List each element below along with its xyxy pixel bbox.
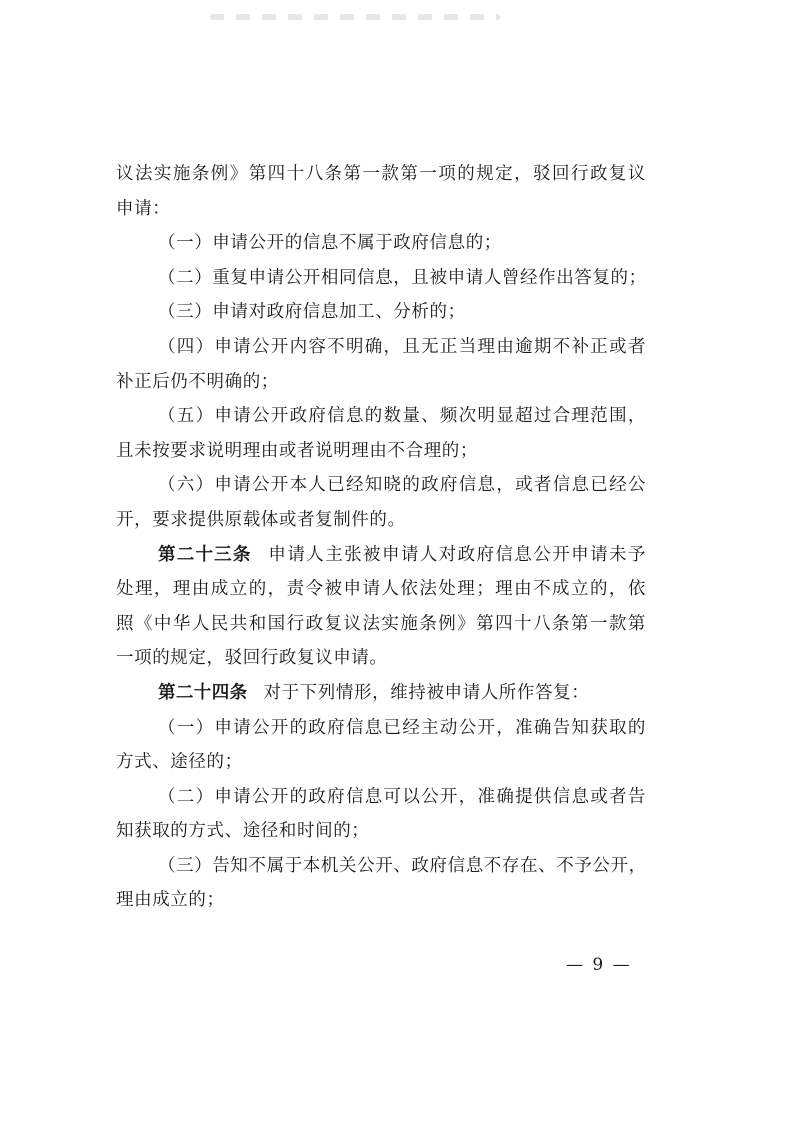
list-item: （二）申请公开的政府信息可以公开，准确提供信息或者告 xyxy=(158,786,646,807)
text-line: 一项的规定，驳回行政复议申请。 xyxy=(116,648,388,669)
list-item: （一）申请公开的政府信息已经主动公开，准确告知获取的 xyxy=(158,717,646,738)
text-line: 且未按要求说明理由或者说明理由不合理的； xyxy=(116,440,478,461)
page-number: — 9 — xyxy=(566,955,632,975)
text-line: 申请： xyxy=(116,198,171,219)
article-24-first-line xyxy=(116,676,646,711)
article-24-text: 对于下列情形，维持被申请人所作答复： xyxy=(263,682,590,703)
article-23-heading: 第二十三条 xyxy=(158,544,252,565)
text-line: 理由成立的； xyxy=(116,890,225,911)
list-item: （五）申请公开政府信息的数量、频次明显超过合理范围， xyxy=(158,406,646,427)
text-line: 知获取的方式、途径和时间的； xyxy=(116,821,370,842)
list-item: （六）申请公开本人已经知晓的政府信息，或者信息已经公 xyxy=(158,475,646,496)
text-line: 方式、途径的； xyxy=(116,752,243,773)
text-line: 补正后仍不明确的； xyxy=(116,371,279,392)
text-line: 开，要求提供原载体或者复制件的。 xyxy=(116,509,406,530)
article-23-text: 申请人主张被申请人对政府信息公开申请未予 xyxy=(267,544,647,565)
list-item: （三）告知不属于本机关公开、政府信息不存在、不予公开， xyxy=(158,855,647,876)
list-item: （一）申请公开的信息不属于政府信息的； xyxy=(158,233,502,254)
document-body xyxy=(116,157,646,918)
article-24-heading: 第二十四条 xyxy=(158,682,248,703)
text-line: 照《中华人民共和国行政复议法实施条例》第四十八条第一款第 xyxy=(116,613,646,634)
list-item: （二）重复申请公开相同信息，且被申请人曾经作出答复的； xyxy=(158,267,647,288)
list-item: （三）申请对政府信息加工、分析的； xyxy=(158,302,466,323)
text-line: 议法实施条例》第四十八条第一款第一项的规定，驳回行政复议 xyxy=(116,164,646,184)
article-23-first-line xyxy=(116,538,646,573)
text-line: 处理，理由成立的，责令被申请人依法处理；理由不成立的，依 xyxy=(116,579,646,600)
scan-artifact xyxy=(210,14,500,20)
list-item: （四）申请公开内容不明确，且无正当理由逾期不补正或者 xyxy=(158,336,646,357)
